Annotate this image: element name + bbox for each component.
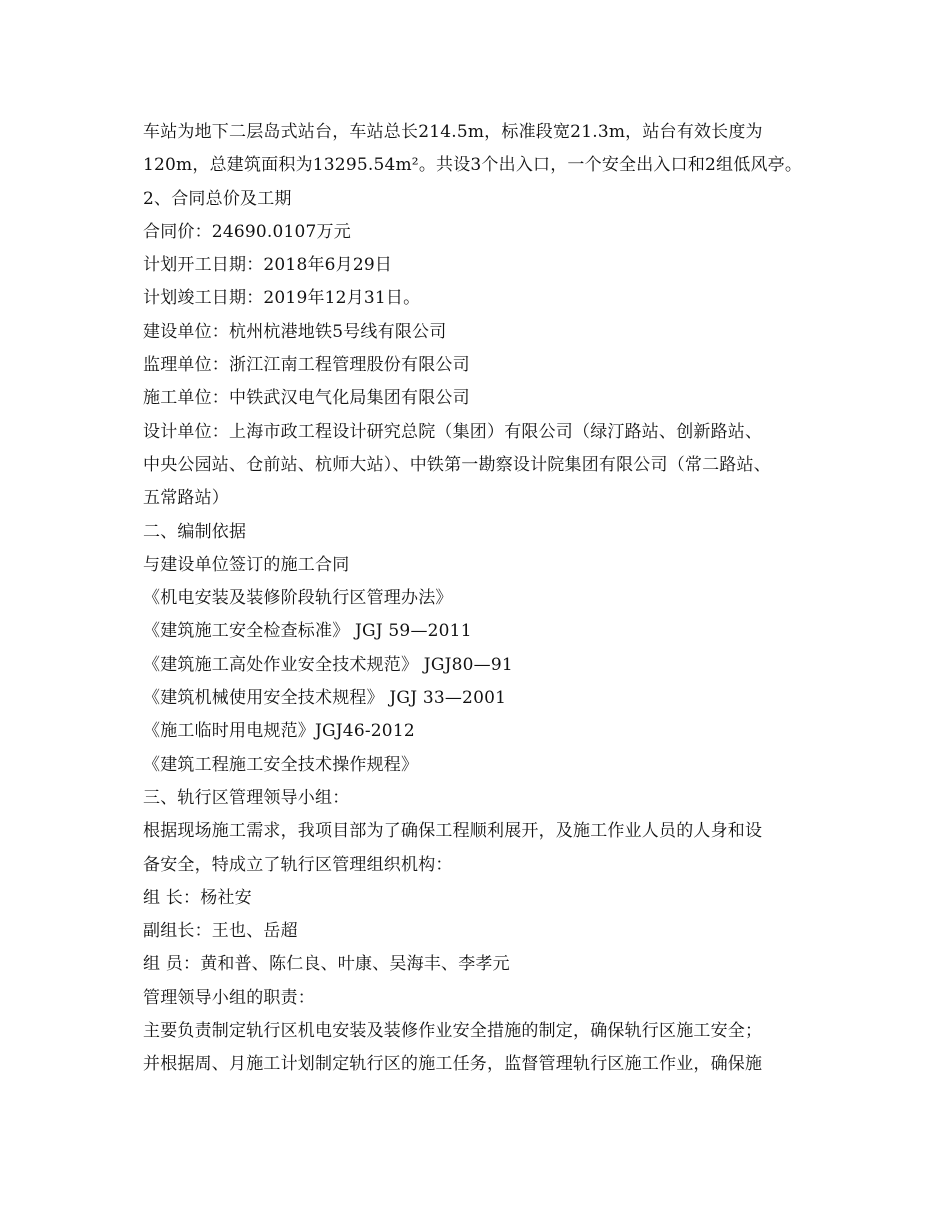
text-line: 120m，总建筑面积为13295.54m²。共设3个出入口，一个安全出入口和2组低风亭。 [143, 155, 803, 176]
text-line: 主要负责制定轨行区机电安装及装修作业安全措施的制定，确保轨行区施工安全； [143, 1021, 763, 1042]
construction-unit: 建设单位：杭州杭港地铁5号线有限公司 [143, 321, 447, 342]
text-line: 车站为地下二层岛式站台，车站总长214.5m，标准段宽21.3m，站台有效长度为 [143, 122, 763, 142]
team-leader: 组 长：杨社安 [143, 887, 252, 908]
text-line: 中央公园站、仓前站、杭师大站）、中铁第一勘察设计院集团有限公司（常二路站、 [143, 454, 771, 475]
planned-start-date: 计划开工日期：2018年6月29日 [143, 255, 393, 276]
deputy-leader: 副组长：王也、岳超 [143, 921, 298, 942]
contract-price: 合同价：24690.0107万元 [143, 221, 351, 242]
reference-item: 《建筑机械使用安全技术规程》 JGJ 33—2001 [143, 688, 507, 709]
supervision-unit: 监理单位：浙江江南工程管理股份有限公司 [143, 355, 470, 376]
reference-item: 《施工临时用电规范》JGJ46-2012 [143, 721, 415, 742]
section-heading: 二、编制依据 [143, 521, 247, 542]
reference-item: 《机电安装及装修阶段轨行区管理办法》 [143, 588, 453, 609]
reference-item: 《建筑施工高处作业安全技术规范》 JGJ80—91 [143, 654, 513, 675]
text-line: 五常路站） [143, 488, 229, 509]
text-line: 并根据周、月施工计划制定轨行区的施工任务，监督管理轨行区施工作业，确保施 [143, 1054, 763, 1075]
document-body [143, 116, 843, 1082]
text-line: 备安全，特成立了轨行区管理组织机构： [143, 854, 453, 875]
team-members: 组 员：黄和普、陈仁良、叶康、吴海丰、李孝元 [143, 954, 510, 975]
reference-item: 《建筑施工安全检查标准》 JGJ 59—2011 [143, 621, 472, 642]
design-unit: 设计单位：上海市政工程设计研究总院（集团）有限公司（绿汀路站、创新路站、 [143, 421, 763, 442]
reference-item: 与建设单位签订的施工合同 [143, 554, 350, 575]
section-heading: 三、轨行区管理领导小组： [143, 787, 350, 808]
contractor-unit: 施工单位：中铁武汉电气化局集团有限公司 [143, 388, 470, 409]
section-heading: 2、合同总价及工期 [143, 188, 292, 209]
reference-item: 《建筑工程施工安全技术操作规程》 [143, 754, 419, 775]
text-line: 管理领导小组的职责： [143, 987, 315, 1008]
planned-completion-date: 计划竣工日期：2019年12月31日。 [143, 288, 421, 309]
text-line: 根据现场施工需求，我项目部为了确保工程顺利展开，及施工作业人员的人身和设 [143, 821, 763, 842]
